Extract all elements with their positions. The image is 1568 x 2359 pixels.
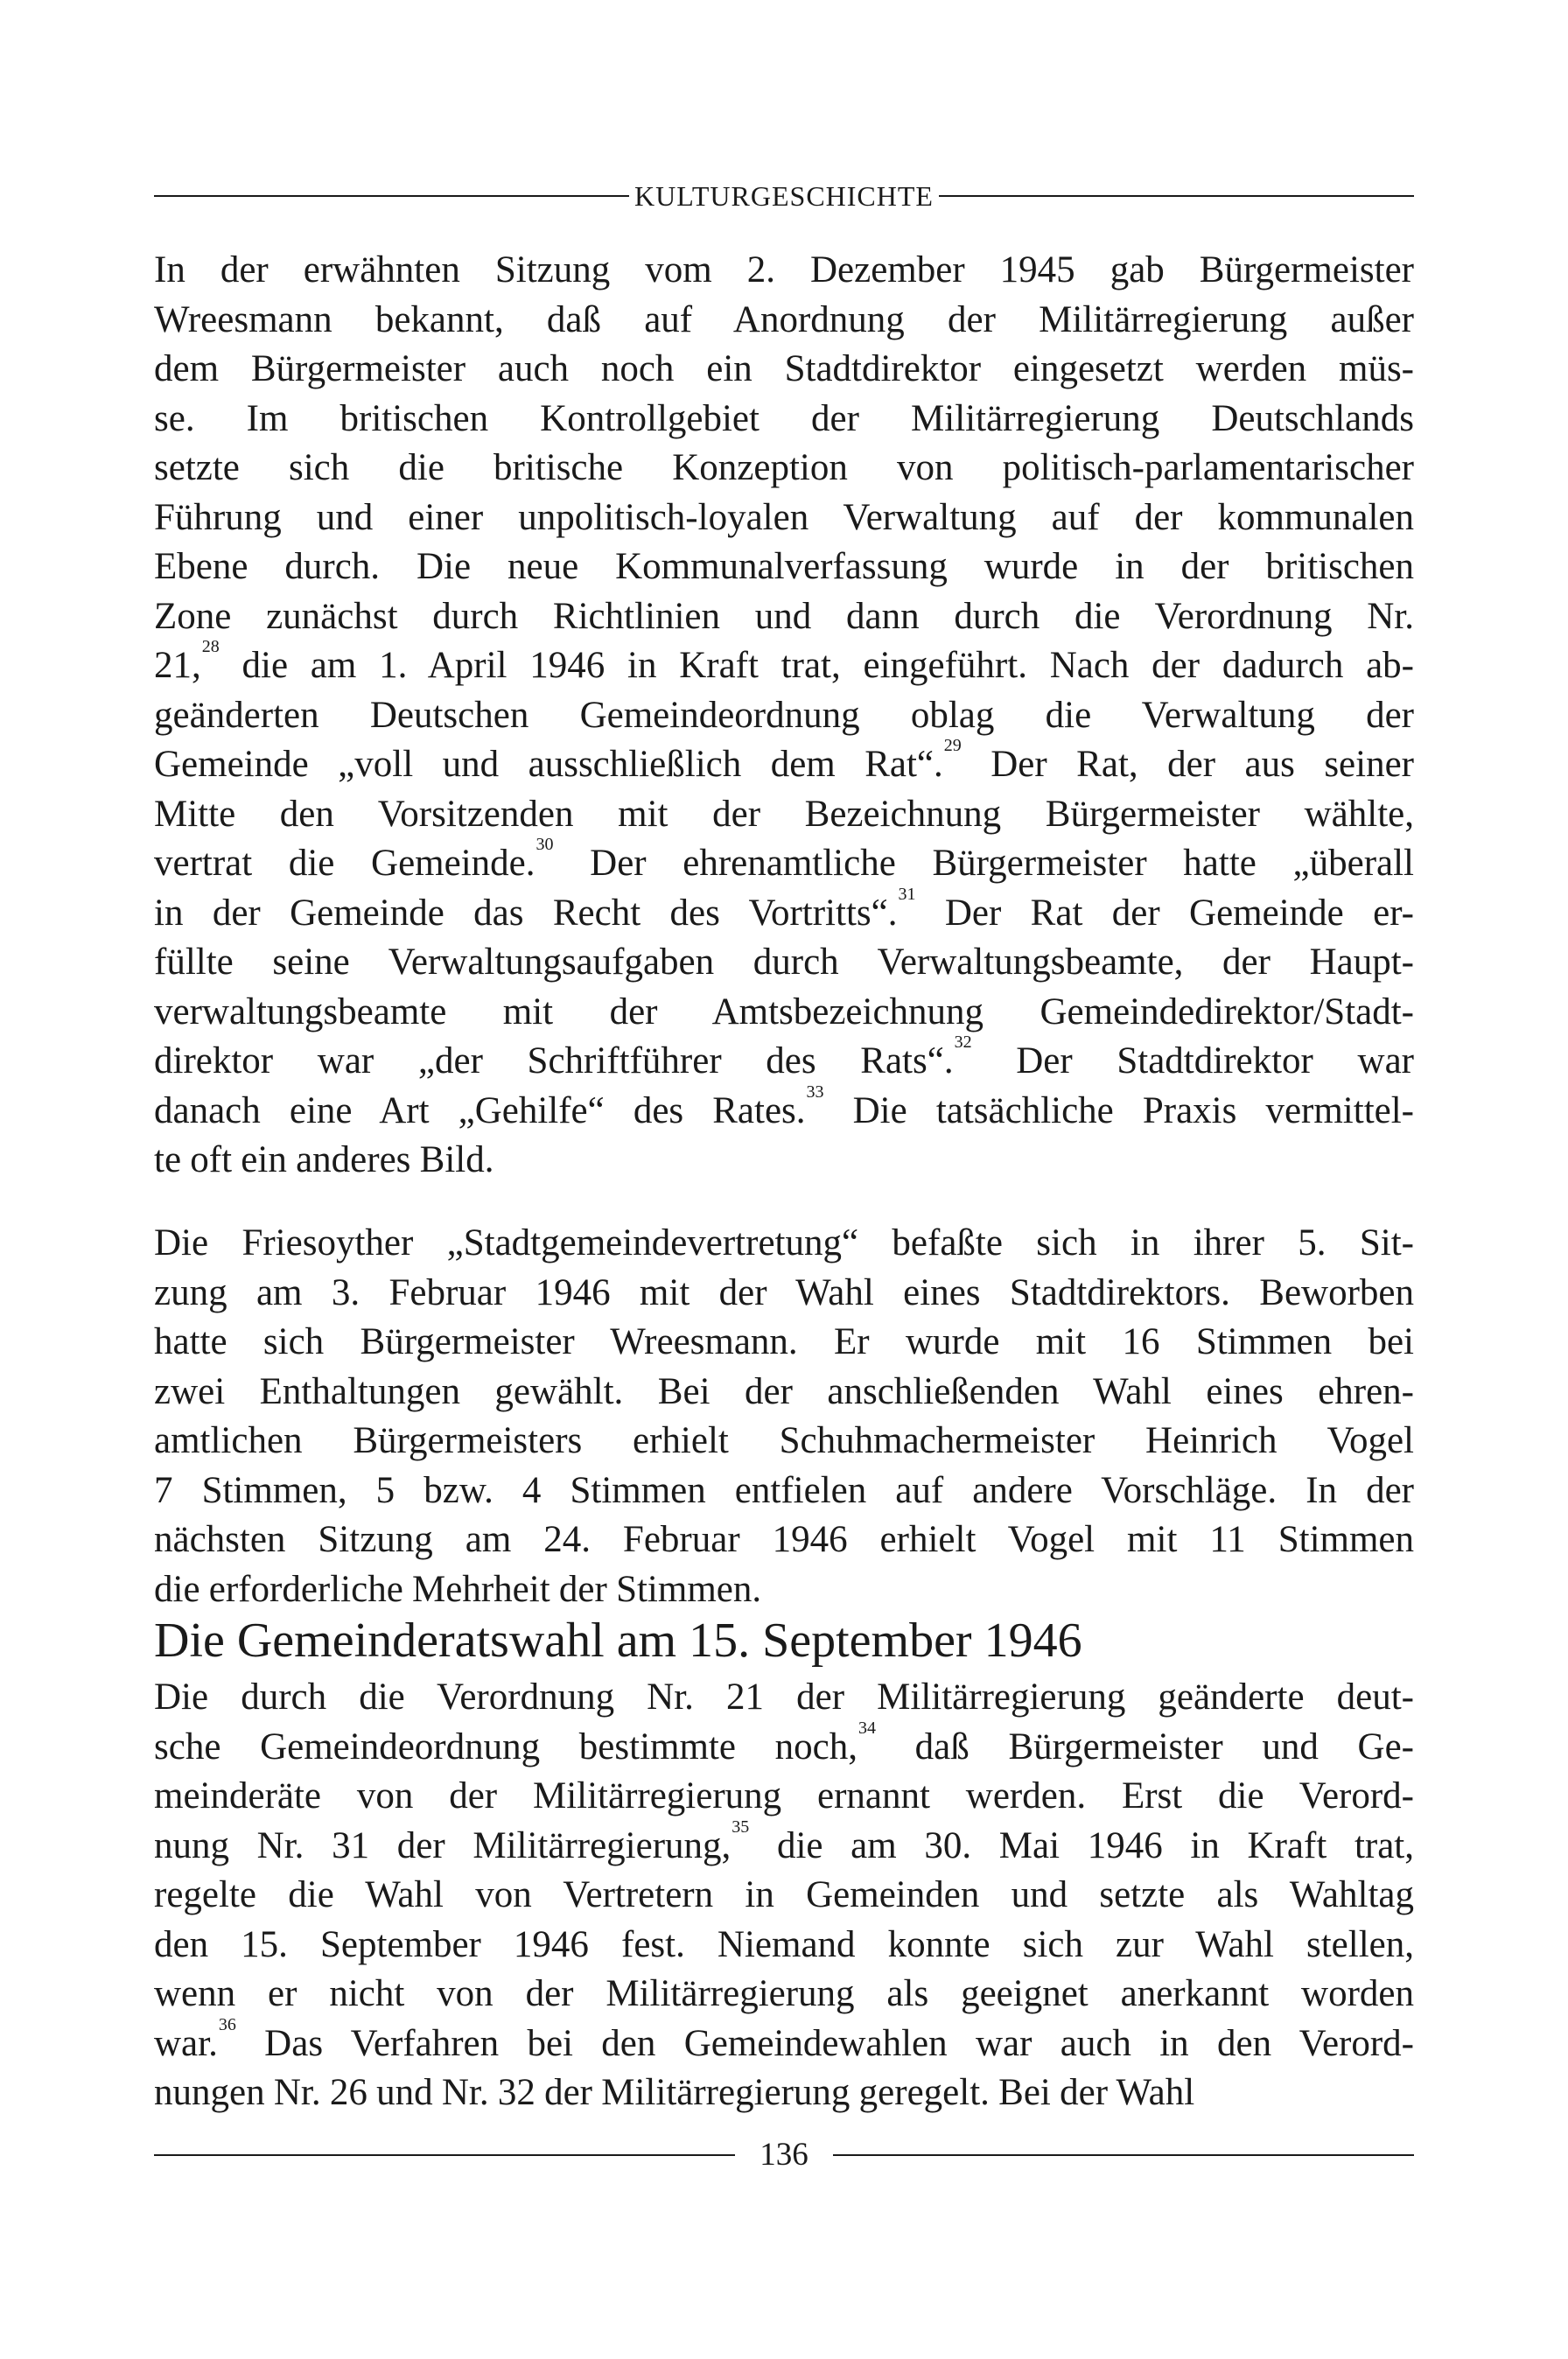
section-paragraph: [154, 1673, 1414, 2118]
text-line: [154, 790, 1414, 840]
footnote-marker: 36: [218, 2014, 236, 2034]
line-text: Die Friesoyther „Stadtgemeindevertretung“ befaßte sich in ihrer 5. Sit-: [154, 1222, 1414, 1264]
text-line: [154, 988, 1414, 1038]
book-page: [154, 0, 1414, 2359]
paragraph-1: [154, 246, 1414, 1186]
line-text-continued: Die tatsächliche Praxis vermittel-: [823, 1089, 1415, 1131]
text-line: [154, 1565, 1414, 1615]
line-text: zung am 3. Februar 1946 mit der Wahl eines Stadtdirektors. Beworben: [154, 1271, 1414, 1313]
text-line: [154, 542, 1414, 592]
text-line: [154, 938, 1414, 988]
line-text: den 15. September 1946 fest. Niemand konnte sich zur Wahl stellen,: [154, 1923, 1414, 1965]
text-line: [154, 1772, 1414, 1822]
footer-rule-right: [833, 2154, 1414, 2156]
line-text: danach eine Art „Gehilfe“ des Rates.: [154, 1089, 806, 1131]
line-text: 7 Stimmen, 5 bzw. 4 Stimmen entfielen auf andere Vorschläge. In der: [154, 1469, 1414, 1511]
line-text: nächsten Sitzung am 24. Februar 1946 erhielt Vogel mit 11 Stimmen: [154, 1519, 1414, 1560]
running-header: [154, 178, 1414, 214]
text-line: [154, 246, 1414, 296]
line-text: war.: [154, 2022, 218, 2064]
text-line: [154, 637, 1414, 691]
line-text: füllte seine Verwaltungsaufgaben durch Verwaltungsbeamte, der Haupt-: [154, 942, 1414, 983]
text-line: [154, 1136, 1414, 1186]
text-line: [154, 1318, 1414, 1368]
text-line: [154, 1417, 1414, 1466]
footer-rule-left: [154, 2154, 735, 2156]
text-line: [154, 835, 1414, 889]
text-line: [154, 1673, 1414, 1723]
line-text: In der erwähnten Sitzung vom 2. Dezember 1945 gab Bürgermeister: [154, 249, 1414, 290]
line-text-continued: die am 1. April 1946 in Kraft trat, eingeführt. Nach der dadurch ab-: [219, 645, 1414, 686]
text-line: [154, 1970, 1414, 2020]
line-text-continued: die am 30. Mai 1946 in Kraft trat,: [749, 1824, 1414, 1866]
footnote-marker: 28: [201, 637, 220, 656]
text-line: [154, 1921, 1414, 1970]
line-text: sche Gemeindeordnung bestimmte noch,: [154, 1726, 858, 1768]
header-rule-left: [154, 195, 629, 197]
text-line: [154, 592, 1414, 642]
line-text: setzte sich die britische Konzeption von politisch-parlamentarischer: [154, 447, 1414, 488]
text-line: [154, 494, 1414, 543]
text-line: [154, 1219, 1414, 1269]
footnote-marker: 31: [898, 884, 916, 904]
text-line: [154, 1269, 1414, 1319]
line-text: Führung und einer unpolitisch-loyalen Verwaltung auf der kommunalen: [154, 496, 1414, 538]
line-text: te oft ein anderes Bild.: [154, 1139, 494, 1180]
text-line: [154, 444, 1414, 494]
line-text: dem Bürgermeister auch noch ein Stadtdirektor eingesetzt werden müs-: [154, 348, 1414, 389]
text-line: [154, 296, 1414, 346]
text-line: [154, 1032, 1414, 1087]
line-text: verwaltungsbeamte mit der Amtsbezeichnung Gemeindedirektor/Stadt-: [154, 990, 1414, 1032]
text-line: [154, 884, 1414, 939]
line-text: in der Gemeinde das Recht des Vortritts“.: [154, 892, 898, 934]
line-text: wenn er nicht von der Militärregierung als geeignet anerkannt worden: [154, 1973, 1414, 2014]
text-line: [154, 1466, 1414, 1516]
running-title: KULTURGESCHICHTE: [634, 180, 934, 212]
text-line: [154, 736, 1414, 790]
footnote-marker: 33: [806, 1082, 824, 1102]
text-line: [154, 1816, 1414, 1872]
line-text: meinderäte von der Militärregierung ernannt werden. Erst die Verord-: [154, 1775, 1414, 1816]
text-line: [154, 1718, 1414, 1773]
line-text-continued: Der ehrenamtliche Bürgermeister hatte „überall: [553, 843, 1414, 884]
text-line: [154, 345, 1414, 395]
text-line: [154, 1082, 1415, 1137]
line-text: amtlichen Bürgermeisters erhielt Schuhmachermeister Heinrich Vogel: [154, 1420, 1414, 1461]
line-text: direktor war „der Schriftführer des Rats“.: [154, 1040, 954, 1082]
line-text: 21,: [154, 645, 201, 686]
paragraph-text: [154, 1219, 1414, 1614]
text-line: [154, 2068, 1414, 2118]
line-text: nung Nr. 31 der Militärregierung,: [154, 1824, 732, 1866]
footnote-marker: 30: [536, 835, 554, 854]
line-text-continued: Der Stadtdirektor war: [971, 1040, 1414, 1082]
line-text: die erforderliche Mehrheit der Stimmen.: [154, 1568, 762, 1610]
line-text-continued: Der Rat, der aus seiner: [961, 744, 1414, 785]
line-text: vertrat die Gemeinde.: [154, 843, 536, 884]
line-text-continued: Das Verfahren bei den Gemeindewahlen war auch in den Verord-: [235, 2022, 1414, 2064]
line-text: Zone zunächst durch Richtlinien und dann durch die Verordnung Nr.: [154, 595, 1414, 637]
paragraph-text: [154, 246, 1414, 1186]
text-line: [154, 1368, 1414, 1418]
line-text: Mitte den Vorsitzenden mit der Bezeichnung Bürgermeister wählte,: [154, 793, 1414, 835]
line-text: hatte sich Bürgermeister Wreesmann. Er wurde mit 16 Stimmen bei: [154, 1321, 1414, 1362]
line-text: Wreesmann bekannt, daß auf Anordnung der Militärregierung außer: [154, 298, 1414, 340]
line-text: nungen Nr. 26 und Nr. 32 der Militärregierung geregelt. Bei der Wahl: [154, 2072, 1195, 2113]
line-text: Die durch die Verordnung Nr. 21 der Militärregierung geänderte deut-: [154, 1676, 1414, 1718]
line-text-continued: daß Bürgermeister und Ge-: [875, 1726, 1414, 1768]
page-footer: [154, 2136, 1414, 2174]
text-line: [154, 2014, 1414, 2069]
footnote-marker: 34: [858, 1718, 876, 1738]
line-text: geänderten Deutschen Gemeindeordnung oblag die Verwaltung der: [154, 694, 1414, 736]
paragraph-text: [154, 1673, 1414, 2118]
line-text: regelte die Wahl von Vertretern in Gemeinden und setzte als Wahltag: [154, 1874, 1414, 1915]
text-line: [154, 395, 1414, 444]
page-number: 136: [760, 2137, 808, 2173]
line-text: se. Im britischen Kontrollgebiet der Militärregierung Deutschlands: [154, 397, 1414, 439]
line-text: zwei Enthaltungen gewählt. Bei der anschließenden Wahl eines ehren-: [154, 1370, 1414, 1412]
line-text: Ebene durch. Die neue Kommunalverfassung wurde in der britischen: [154, 546, 1414, 587]
header-rule-right: [939, 195, 1414, 197]
footnote-marker: 32: [954, 1032, 972, 1052]
text-line: [154, 1516, 1414, 1565]
paragraph-2: [154, 1219, 1414, 1614]
footnote-marker: 29: [943, 736, 962, 755]
text-line: [154, 1871, 1414, 1921]
section-heading: Die Gemeinderatswahl am 15. September 1946: [154, 1614, 1082, 1668]
line-text: Gemeinde „voll und ausschließlich dem Rat“.: [154, 744, 943, 785]
footnote-marker: 35: [732, 1816, 750, 1837]
text-line: [154, 691, 1414, 741]
line-text-continued: Der Rat der Gemeinde er-: [915, 892, 1414, 934]
